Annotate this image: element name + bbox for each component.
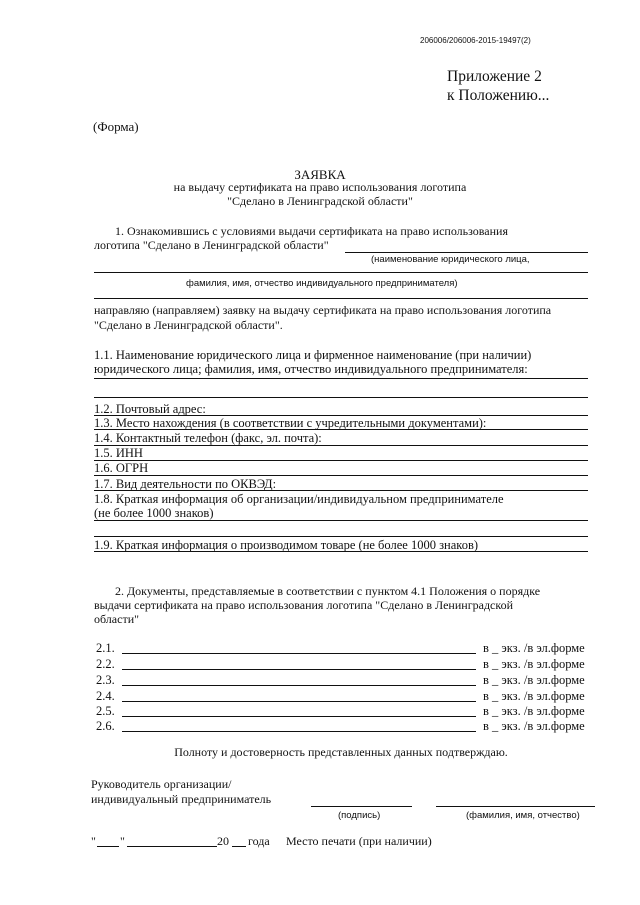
date-quote-open: " [91,834,96,848]
caption-signer-name: (фамилия, имя, отчество) [466,810,580,821]
field-1-4-label: 1.4. Контактный телефон (факс, эл. почта): [94,431,322,445]
seal-place-label: Место печати (при наличии) [286,834,432,848]
document-entry-line[interactable] [122,731,476,732]
signer-name-line[interactable] [436,806,595,807]
field-1-3-label: 1.3. Место нахождения (в соответствии с учредительными документами): [94,416,487,430]
document-copies: в _ экз. /в эл.форме [483,719,585,733]
confirmation-text: Полноту и достоверность представленных данных подтверждаю. [174,745,508,759]
request-text-1: направляю (направляем) заявку на выдачу сертификата на право использования логотипа [94,303,552,317]
form-heading: ЗАЯВКА [294,167,346,182]
document-number: 2.3. [96,673,115,687]
document-entry-line[interactable] [122,716,476,717]
signature-line[interactable] [311,806,412,807]
date-quote-close: " [120,834,125,848]
section1-intro-1: 1. Ознакомившись с условиями выдачи сертификата на право использования [115,224,508,238]
caption-legal-entity: (наименование юридического лица, [371,254,530,265]
document-number: 2.2. [96,657,115,671]
field-1-7-label: 1.7. Вид деятельности по ОКВЭД: [94,477,277,491]
document-number: 2.1. [96,641,115,655]
form-subheading-2: "Сделано в Ленинградской области" [227,194,413,208]
caption-entrepreneur-name: фамилия, имя, отчество индивидуального предпринимателя) [186,278,458,289]
appendix-line-1: Приложение 2 [447,68,542,85]
document-copies: в _ экз. /в эл.форме [483,704,585,718]
form-label: (Форма) [93,119,139,134]
document-number: 2.5. [96,704,115,718]
applicant-name-line-3[interactable] [94,298,588,299]
field-1-9-line[interactable] [94,551,588,552]
document-row [96,657,590,673]
field-1-1-line-2[interactable] [94,397,588,398]
document-number: 2.4. [96,689,115,703]
section2-text-3: области" [94,612,140,626]
field-1-8-line-1[interactable] [94,520,588,521]
document-row [96,704,590,720]
request-text-2: "Сделано в Ленинградской области". [94,318,283,332]
section1-intro-2: логотипа "Сделано в Ленинградской области" [94,238,329,252]
field-1-2-label: 1.2. Почтовый адрес: [94,402,206,416]
document-row [96,673,590,689]
signer-role-2: индивидуальный предприниматель [91,792,272,806]
applicant-name-line-2[interactable] [94,272,588,273]
field-1-1-line-1[interactable] [94,378,588,379]
signer-role-1: Руководитель организации/ [91,777,232,791]
document-number: 2.6. [96,719,115,733]
field-1-8-label-1: 1.8. Краткая информация об организации/индивидуальном предпринимателе [94,492,504,506]
date-day-line[interactable] [97,846,119,847]
document-copies: в _ экз. /в эл.форме [483,641,585,655]
field-1-8-line-2[interactable] [94,536,588,537]
section2-text-2: выдачи сертификата на право использования логотипа "Сделано в Ленинградской [94,598,514,612]
appendix-line-2: к Положению... [447,87,550,104]
document-copies: в _ экз. /в эл.форме [483,673,585,687]
applicant-name-line[interactable] [345,252,588,253]
field-1-3-line[interactable] [94,429,588,430]
document-entry-line[interactable] [122,653,476,654]
section2-text-1: 2. Документы, представляемые в соответствии с пунктом 4.1 Положения о порядке [115,584,541,598]
date-year-line[interactable] [232,846,246,847]
document-row [96,719,590,735]
document-entry-line[interactable] [122,669,476,670]
date-year-prefix: 20 [217,834,229,848]
field-1-9-label: 1.9. Краткая информация о производимом товаре (не более 1000 знаков) [94,538,479,552]
document-entry-line[interactable] [122,685,476,686]
document-row [96,689,590,705]
field-1-6-label: 1.6. ОГРН [94,461,149,475]
form-subheading-1: на выдачу сертификата на право использования логотипа [173,180,467,194]
field-1-8-label-2: (не более 1000 знаков) [94,506,214,520]
caption-signature: (подпись) [338,810,381,821]
field-1-1-label-2: юридического лица; фамилия, имя, отчество индивидуального предпринимателя: [94,362,528,376]
date-month-line[interactable] [127,846,217,847]
field-1-1-label-1: 1.1. Наименование юридического лица и фирменное наименование (при наличии) [94,348,532,362]
field-1-5-label: 1.5. ИНН [94,446,143,460]
field-1-6-line[interactable] [94,475,588,476]
date-year-suffix: года [248,834,270,848]
document-code: 206006/206006-2015-19497(2) [420,36,531,45]
document-row [96,641,590,657]
document-entry-line[interactable] [122,701,476,702]
document-copies: в _ экз. /в эл.форме [483,657,585,671]
field-1-7-line[interactable] [94,490,588,491]
document-copies: в _ экз. /в эл.форме [483,689,585,703]
